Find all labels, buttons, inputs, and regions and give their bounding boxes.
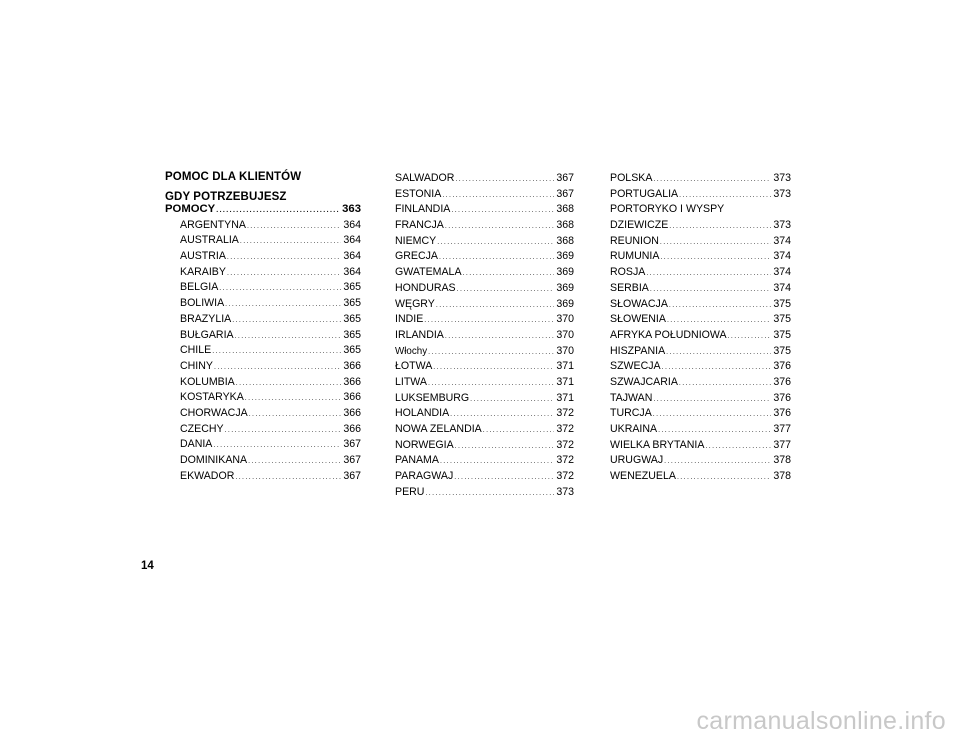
toc-entry-page: 366 bbox=[343, 391, 361, 404]
toc-entry[interactable] bbox=[180, 312, 361, 328]
dot-leader bbox=[451, 203, 554, 219]
toc-entry[interactable] bbox=[395, 453, 574, 469]
toc-entry-name: EKWADOR bbox=[180, 469, 235, 482]
toc-entry-page: 367 bbox=[343, 454, 361, 466]
toc-entry[interactable] bbox=[180, 296, 361, 312]
dot-leader bbox=[213, 438, 341, 454]
toc-entry[interactable] bbox=[180, 375, 361, 391]
toc-entry[interactable] bbox=[395, 438, 574, 454]
toc-entry-name: PERU bbox=[395, 485, 425, 498]
toc-entry-name: POMOCY bbox=[165, 203, 216, 215]
toc-column-1 bbox=[165, 202, 361, 484]
dot-leader bbox=[660, 235, 771, 251]
toc-entry-name: HISZPANIA bbox=[610, 344, 666, 357]
dot-leader bbox=[679, 376, 771, 392]
toc-entry[interactable] bbox=[395, 218, 574, 234]
toc-entry[interactable] bbox=[395, 485, 574, 501]
toc-entry[interactable] bbox=[180, 437, 361, 453]
dot-leader bbox=[439, 250, 554, 266]
toc-entry[interactable] bbox=[610, 391, 791, 407]
toc-entry-wrap-line: PORTORYKO I WYSPY bbox=[610, 203, 725, 216]
toc-entry-name: KARAIBY bbox=[180, 265, 226, 278]
toc-entry-page: 365 bbox=[343, 281, 361, 294]
toc-entry-name: PARAGWAJ bbox=[395, 470, 454, 483]
dot-leader bbox=[457, 282, 555, 298]
dot-leader bbox=[463, 266, 555, 282]
dot-leader bbox=[445, 329, 554, 345]
toc-entry-name: TAJWAN bbox=[610, 391, 653, 404]
dot-leader bbox=[677, 470, 771, 486]
toc-entry-page: 368 bbox=[556, 203, 574, 216]
toc-entry[interactable] bbox=[610, 234, 791, 250]
dot-leader bbox=[450, 407, 554, 423]
toc-entry[interactable] bbox=[395, 171, 574, 187]
toc-entry-name: WĘGRY bbox=[395, 297, 435, 310]
toc-entry[interactable] bbox=[610, 312, 791, 328]
toc-entry[interactable] bbox=[610, 265, 791, 281]
toc-entry[interactable] bbox=[610, 297, 791, 313]
dot-leader bbox=[653, 407, 772, 423]
dot-leader bbox=[424, 313, 554, 329]
toc-entry[interactable] bbox=[180, 406, 361, 422]
toc-entry-page: 364 bbox=[343, 218, 361, 231]
toc-entry-name: SERBIA bbox=[610, 281, 649, 294]
toc-entry-name: LUKSEMBURG bbox=[395, 391, 470, 404]
toc-entry[interactable] bbox=[180, 453, 361, 469]
toc-entry-page: 374 bbox=[773, 234, 791, 247]
toc-entry-name: KOLUMBIA bbox=[180, 375, 235, 388]
toc-entry-page: 367 bbox=[556, 187, 574, 200]
dot-leader bbox=[235, 470, 341, 486]
toc-entry-page: 372 bbox=[556, 407, 574, 420]
toc-entry[interactable] bbox=[610, 281, 791, 297]
toc-entry-page: 369 bbox=[556, 297, 574, 310]
toc-entry[interactable] bbox=[180, 343, 361, 359]
toc-entry-page: 365 bbox=[343, 312, 361, 325]
dot-leader bbox=[227, 250, 341, 266]
dot-leader bbox=[440, 454, 554, 470]
toc-entry-name: PANAMA bbox=[395, 454, 439, 467]
toc-entry-main[interactable] bbox=[165, 202, 361, 218]
toc-entry-page: 370 bbox=[556, 344, 574, 357]
toc-entry[interactable] bbox=[395, 328, 574, 344]
toc-entry-name: Włochy bbox=[395, 345, 428, 357]
dot-leader bbox=[705, 439, 771, 455]
toc-entry-name: ARGENTYNA bbox=[180, 218, 246, 231]
section-subtitle: GDY POTRZEBUJESZ bbox=[165, 191, 287, 203]
toc-entry-name: SALWADOR bbox=[395, 172, 455, 184]
toc-entry-page: 366 bbox=[343, 359, 361, 372]
toc-entry-name: BELGIA bbox=[180, 281, 219, 294]
toc-entry[interactable] bbox=[180, 359, 361, 375]
toc-entry[interactable] bbox=[180, 280, 361, 296]
toc-entry-page: 365 bbox=[343, 297, 361, 310]
dot-leader bbox=[669, 219, 771, 235]
toc-entry[interactable] bbox=[395, 406, 574, 422]
toc-list-col2 bbox=[395, 171, 574, 500]
dot-leader bbox=[236, 376, 342, 392]
toc-entry-name: HOLANDIA bbox=[395, 407, 450, 420]
toc-entry-page: 369 bbox=[556, 281, 574, 294]
toc-column-2 bbox=[395, 171, 574, 500]
toc-list-col3-a bbox=[610, 171, 791, 202]
toc-entry[interactable] bbox=[180, 265, 361, 281]
dot-leader bbox=[667, 313, 771, 329]
dot-leader bbox=[483, 423, 555, 439]
toc-entry[interactable] bbox=[395, 297, 574, 313]
dot-leader bbox=[225, 297, 341, 313]
dot-leader bbox=[249, 407, 342, 423]
toc-entry[interactable] bbox=[610, 422, 791, 438]
toc-entry-page: 363 bbox=[342, 203, 361, 215]
toc-entry-name: NORWEGIA bbox=[395, 438, 454, 451]
dot-leader bbox=[666, 345, 771, 361]
toc-entry-name: KOSTARYKA bbox=[180, 391, 244, 404]
toc-entry-name: WENEZUELA bbox=[610, 470, 676, 483]
dot-leader bbox=[240, 234, 341, 250]
dot-leader bbox=[664, 454, 771, 470]
dot-leader bbox=[245, 391, 342, 407]
toc-entry[interactable] bbox=[395, 202, 574, 218]
toc-entry-page: 365 bbox=[343, 344, 361, 357]
toc-entry[interactable] bbox=[395, 281, 574, 297]
toc-entry-name: DZIEWICZE bbox=[610, 219, 669, 232]
toc-entry-name: NIEMCY bbox=[395, 234, 437, 247]
toc-entry-page: 375 bbox=[773, 313, 791, 326]
toc-entry-name: HONDURAS bbox=[395, 281, 456, 294]
toc-list-col1 bbox=[165, 218, 361, 485]
toc-entry-page: 368 bbox=[556, 219, 574, 232]
dot-leader bbox=[646, 266, 771, 282]
toc-entry[interactable] bbox=[180, 422, 361, 438]
dot-leader bbox=[437, 235, 554, 251]
toc-entry-name: GRECJA bbox=[395, 250, 438, 263]
toc-entry-page: 373 bbox=[773, 219, 791, 232]
toc-entry-name: UKRAINA bbox=[610, 423, 658, 435]
toc-entry[interactable] bbox=[610, 218, 791, 234]
toc-entry-page: 367 bbox=[343, 469, 361, 482]
toc-entry-page: 371 bbox=[556, 360, 574, 373]
toc-entry[interactable] bbox=[395, 234, 574, 250]
toc-entry-page: 377 bbox=[773, 423, 791, 435]
toc-entry-page: 366 bbox=[343, 422, 361, 435]
toc-entry[interactable] bbox=[395, 391, 574, 407]
toc-entry-name: TURCJA bbox=[610, 407, 652, 420]
toc-entry-name: ESTONIA bbox=[395, 187, 442, 200]
dot-leader bbox=[442, 188, 554, 204]
toc-entry-name: GWATEMALA bbox=[395, 266, 462, 279]
watermark: carmanualsonline.info bbox=[696, 707, 946, 735]
dot-leader bbox=[247, 219, 341, 235]
toc-entry-page: 375 bbox=[773, 297, 791, 310]
toc-entry-page: 376 bbox=[773, 360, 791, 373]
dot-leader bbox=[436, 298, 554, 314]
dot-leader bbox=[445, 219, 554, 235]
toc-entry[interactable] bbox=[610, 171, 791, 187]
toc-entry[interactable] bbox=[180, 390, 361, 406]
toc-entry-page: 376 bbox=[773, 375, 791, 388]
toc-entry[interactable] bbox=[610, 406, 791, 422]
toc-entry-page: 378 bbox=[773, 470, 791, 483]
toc-entry-name: SZWECJA bbox=[610, 360, 661, 373]
toc-entry-page: 367 bbox=[343, 438, 361, 451]
toc-entry-name: INDIE bbox=[395, 313, 424, 326]
toc-entry[interactable] bbox=[610, 187, 791, 203]
toc-entry-page: 372 bbox=[556, 454, 574, 467]
toc-entry-page: 376 bbox=[773, 407, 791, 420]
dot-leader bbox=[455, 439, 555, 455]
toc-entry-name: ŁOTWA bbox=[395, 360, 433, 373]
toc-entry[interactable] bbox=[180, 233, 361, 249]
toc-entry-name: ROSJA bbox=[610, 266, 646, 279]
toc-entry-name: DANIA bbox=[180, 438, 213, 451]
toc-entry-page: 376 bbox=[773, 391, 791, 404]
toc-entry[interactable] bbox=[395, 344, 574, 360]
dot-leader bbox=[650, 282, 771, 298]
toc-entry-page: 364 bbox=[343, 250, 361, 263]
toc-entry[interactable] bbox=[395, 422, 574, 438]
toc-entry[interactable] bbox=[610, 453, 791, 469]
toc-entry[interactable] bbox=[610, 359, 791, 375]
toc-entry-name: AFRYKA POŁUDNIOWA bbox=[610, 328, 727, 341]
dot-leader bbox=[454, 470, 554, 486]
dot-leader bbox=[219, 281, 341, 297]
toc-entry-page: 373 bbox=[773, 172, 791, 184]
toc-entry-name: URUGWAJ bbox=[610, 454, 664, 467]
toc-entry-name: BUŁGARIA bbox=[180, 328, 234, 341]
toc-entry-name: SŁOWENIA bbox=[610, 313, 666, 326]
toc-entry[interactable] bbox=[180, 218, 361, 234]
toc-entry-name: NOWA ZELANDIA bbox=[395, 423, 482, 435]
toc-entry[interactable] bbox=[610, 438, 791, 454]
toc-entry-page: 372 bbox=[556, 470, 574, 483]
dot-leader bbox=[428, 376, 554, 392]
toc-entry-name: DOMINIKANA bbox=[180, 454, 248, 466]
toc-entry-page: 368 bbox=[556, 234, 574, 247]
toc-entry-name: PORTUGALIA bbox=[610, 187, 679, 200]
toc-entry-page: 370 bbox=[556, 313, 574, 326]
toc-entry[interactable] bbox=[610, 344, 791, 360]
toc-entry[interactable] bbox=[180, 328, 361, 344]
toc-entry-page: 375 bbox=[773, 328, 791, 341]
toc-entry-page: 369 bbox=[556, 266, 574, 279]
toc-column-3 bbox=[610, 171, 791, 485]
dot-leader bbox=[662, 360, 772, 376]
dot-leader bbox=[455, 172, 554, 188]
toc-entry-page: 367 bbox=[556, 172, 574, 184]
dot-leader bbox=[679, 188, 771, 204]
toc-entry-page: 372 bbox=[556, 423, 574, 435]
dot-leader bbox=[235, 329, 342, 345]
toc-entry[interactable] bbox=[610, 328, 791, 344]
dot-leader bbox=[470, 392, 554, 408]
toc-entry-page: 372 bbox=[556, 438, 574, 451]
toc-entry-name: IRLANDIA bbox=[395, 328, 444, 341]
toc-entry-name: REUNION bbox=[610, 234, 659, 247]
toc-entry-name: FRANCJA bbox=[395, 219, 444, 232]
toc-entry-name: LITWA bbox=[395, 375, 427, 388]
toc-entry-page: 365 bbox=[343, 328, 361, 341]
toc-entry[interactable] bbox=[395, 469, 574, 485]
toc-entry[interactable] bbox=[395, 359, 574, 375]
dot-leader bbox=[728, 329, 772, 345]
toc-entry[interactable] bbox=[395, 187, 574, 203]
toc-entry-page: 374 bbox=[773, 281, 791, 294]
toc-entry[interactable] bbox=[610, 375, 791, 391]
toc-entry-name: FINLANDIA bbox=[395, 203, 451, 216]
dot-leader bbox=[658, 423, 771, 439]
toc-entry[interactable] bbox=[180, 249, 361, 265]
toc-entry-page: 369 bbox=[556, 250, 574, 263]
toc-entry[interactable] bbox=[395, 375, 574, 391]
toc-entry-name: CZECHY bbox=[180, 422, 224, 435]
toc-entry-name: AUSTRALIA bbox=[180, 234, 239, 247]
toc-entry-name: POLSKA bbox=[610, 172, 653, 184]
dot-leader bbox=[225, 423, 342, 439]
toc-entry-name: WIELKA BRYTANIA bbox=[610, 438, 705, 451]
toc-entry-page: 377 bbox=[773, 438, 791, 451]
toc-entry[interactable] bbox=[395, 265, 574, 281]
toc-entry-name: AUSTRIA bbox=[180, 250, 226, 263]
toc-entry-page: 370 bbox=[556, 328, 574, 341]
toc-entry-page: 371 bbox=[556, 391, 574, 404]
dot-leader bbox=[428, 345, 554, 361]
dot-leader bbox=[433, 360, 554, 376]
toc-entry[interactable] bbox=[395, 312, 574, 328]
dot-leader bbox=[214, 360, 341, 376]
dot-leader bbox=[425, 486, 554, 502]
toc-entry-name: CHILE bbox=[180, 344, 212, 357]
toc-entry-name: BRAZYLIA bbox=[180, 312, 232, 325]
dot-leader bbox=[216, 203, 340, 219]
dot-leader bbox=[660, 250, 771, 266]
toc-entry[interactable] bbox=[610, 469, 791, 485]
dot-leader bbox=[212, 344, 341, 360]
dot-leader bbox=[227, 266, 341, 282]
toc-entry-page: 366 bbox=[343, 406, 361, 419]
toc-entry-name: SŁOWACJA bbox=[610, 297, 668, 310]
dot-leader bbox=[653, 172, 771, 188]
toc-entry-name: SZWAJCARIA bbox=[610, 375, 678, 388]
toc-entry-name: RUMUNIA bbox=[610, 250, 660, 263]
toc-entry-page: 373 bbox=[556, 485, 574, 498]
toc-entry-page: 374 bbox=[773, 250, 791, 263]
section-title: POMOC DLA KLIENTÓW bbox=[165, 171, 302, 183]
toc-entry-name: BOLIWIA bbox=[180, 297, 225, 310]
toc-entry[interactable] bbox=[180, 469, 361, 485]
toc-entry-page: 375 bbox=[773, 344, 791, 357]
toc-entry-page: 364 bbox=[343, 265, 361, 278]
toc-entry-page: 373 bbox=[773, 187, 791, 200]
toc-entry-name: CHINY bbox=[180, 359, 213, 372]
toc-entry-page: 374 bbox=[773, 266, 791, 279]
toc-list-col3-b bbox=[610, 234, 791, 485]
page-number: 14 bbox=[141, 560, 154, 572]
dot-leader bbox=[653, 392, 771, 408]
dot-leader bbox=[248, 454, 341, 470]
toc-entry[interactable] bbox=[610, 249, 791, 265]
toc-entry-page: 364 bbox=[343, 234, 361, 247]
toc-entry-name: CHORWACJA bbox=[180, 406, 248, 419]
toc-entry-page: 366 bbox=[343, 375, 361, 388]
toc-entry-page: 378 bbox=[773, 454, 791, 467]
dot-leader bbox=[232, 313, 341, 329]
dot-leader bbox=[669, 298, 771, 314]
toc-entry[interactable] bbox=[395, 249, 574, 265]
toc-entry-page: 371 bbox=[556, 375, 574, 388]
